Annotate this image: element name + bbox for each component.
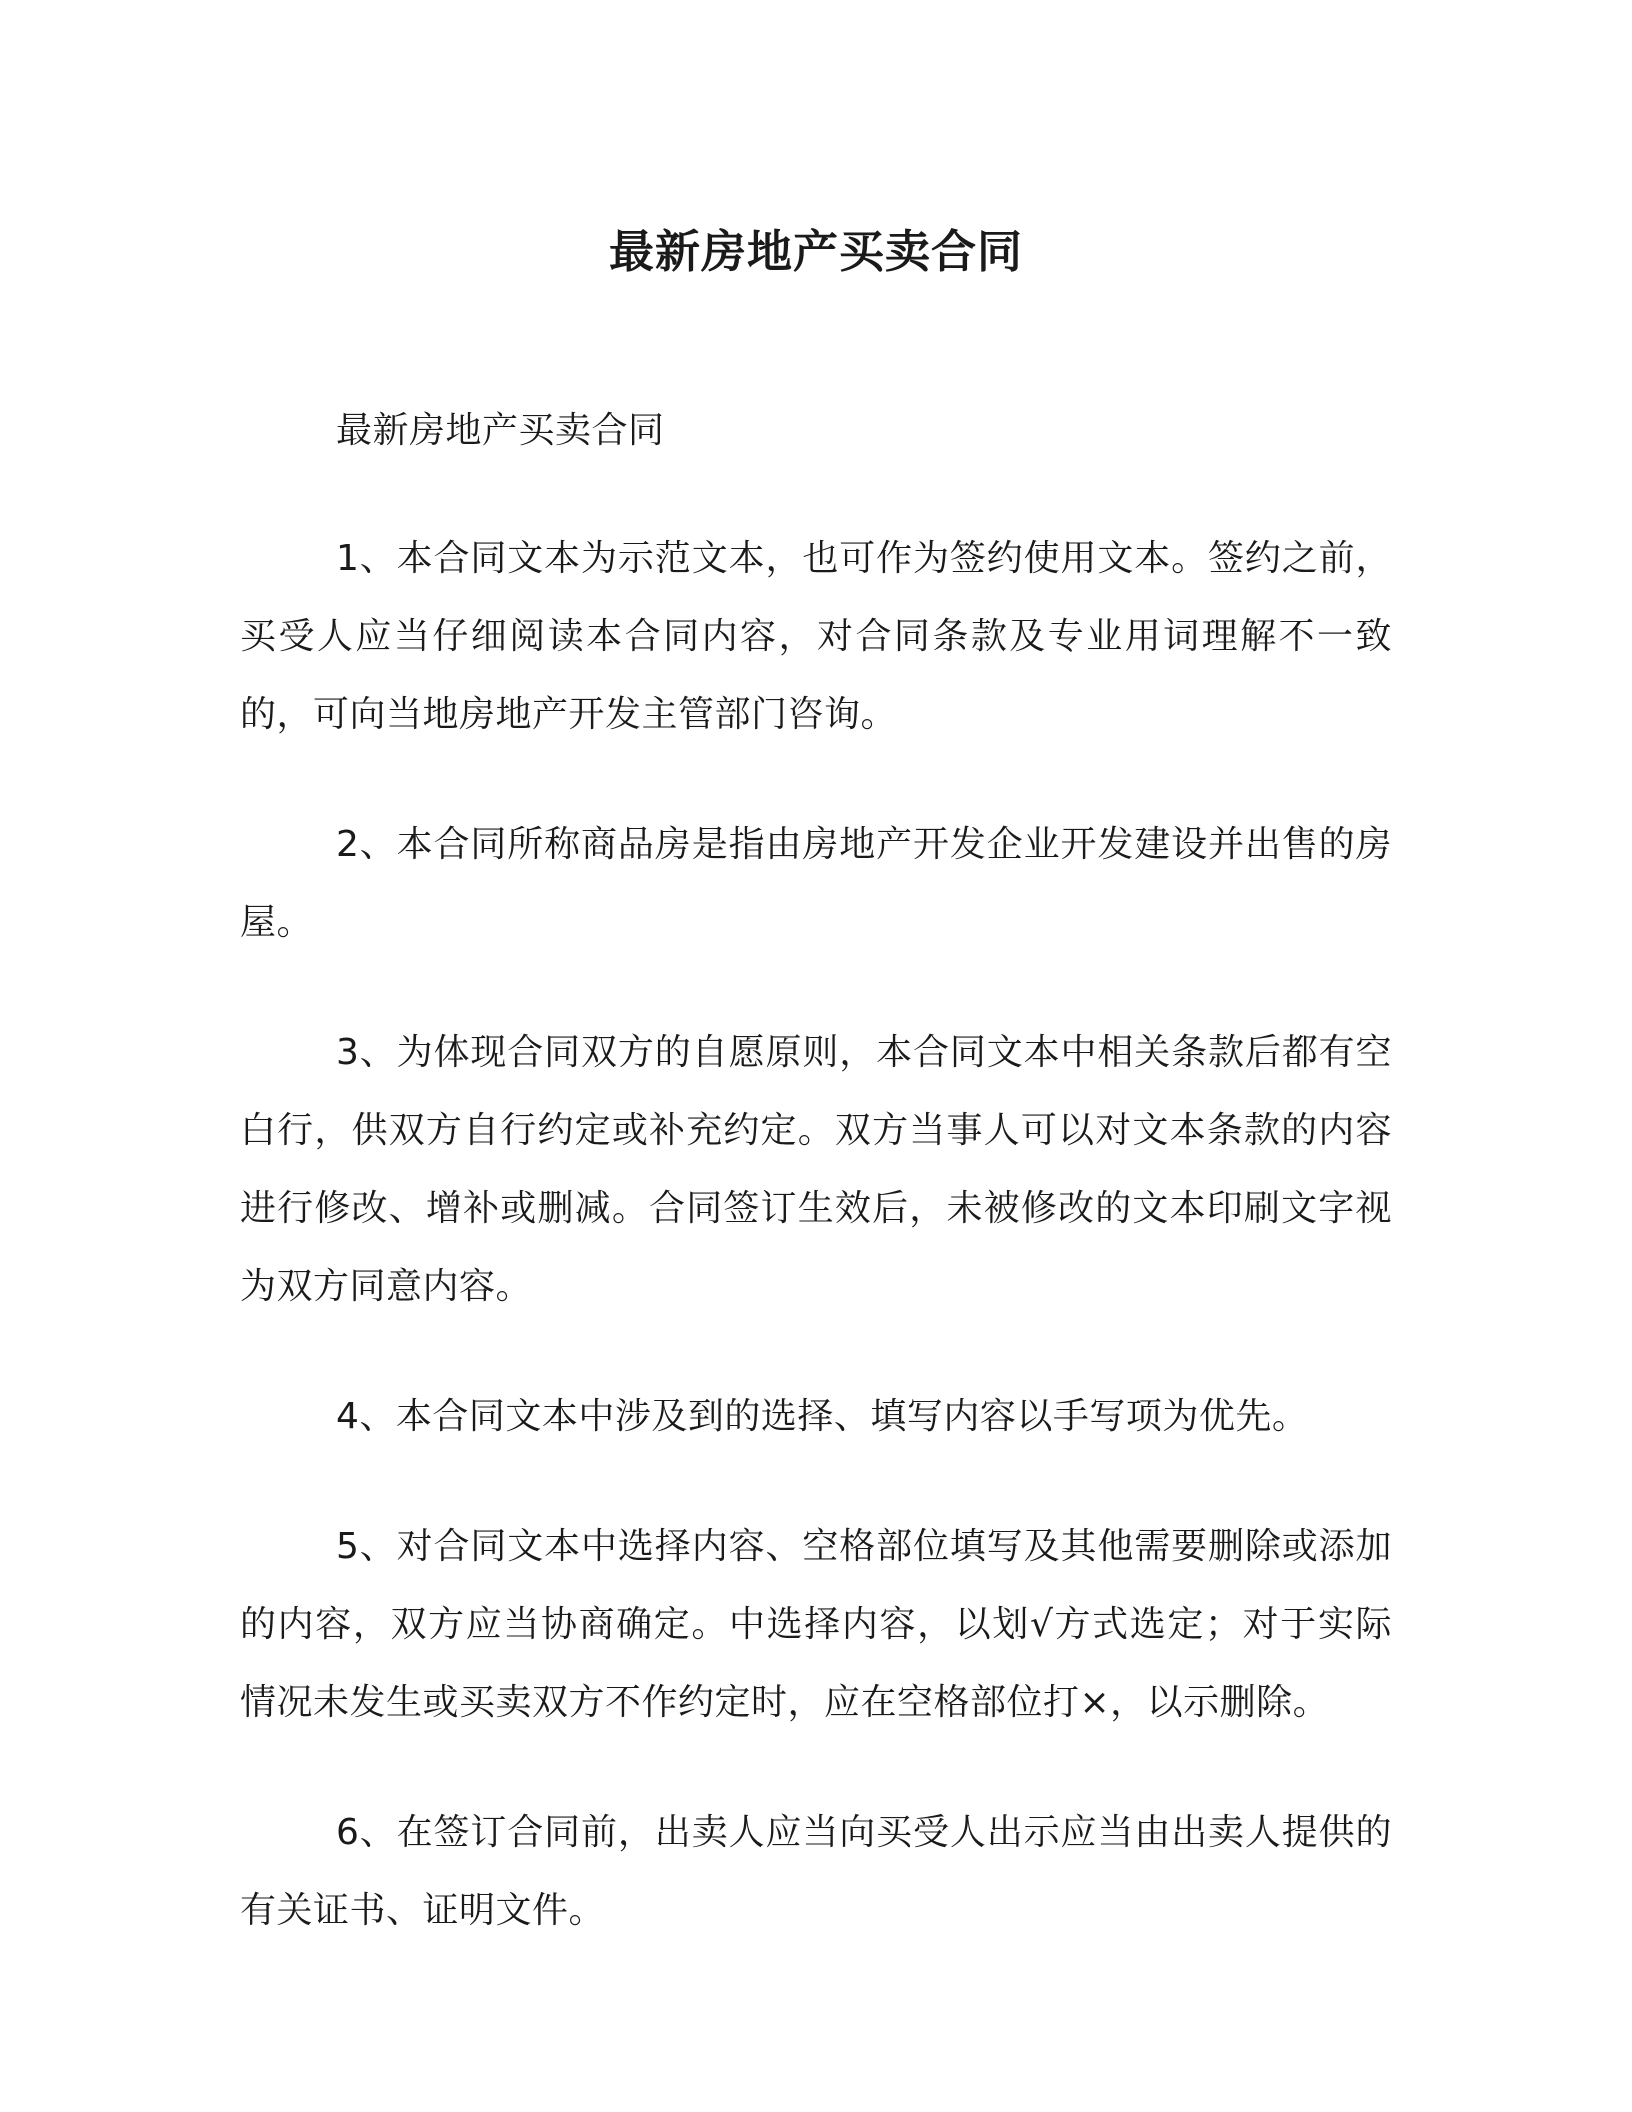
clause-3: 3、为体现合同双方的自愿原则，本合同文本中相关条款后都有空白行，供双方自行约定或补充约定。双方当事人可以对文本条款的内容进行修改、增补或删减。合同签订生效后，未被修改的文本印刷文字视为双方同意内容。 <box>240 1032 1392 1307</box>
document-subtitle: 最新房地产买卖合同 <box>336 410 665 451</box>
clause-4: 4、本合同文本中涉及到的选择、填写内容以手写项为优先。 <box>336 1396 1309 1437</box>
clause-2: 2、本合同所称商品房是指由房地产开发企业开发建设并出售的房屋。 <box>240 824 1392 943</box>
clause-6: 6、在签订合同前，出卖人应当向买受人出示应当由出卖人提供的有关证书、证明文件。 <box>240 1812 1392 1931</box>
clause-5: 5、对合同文本中选择内容、空格部位填写及其他需要删除或添加的内容，双方应当协商确定。中选择内容，以划√方式选定；对于实际情况未发生或买卖双方不作约定时，应在空格部位打×，以示删除。 <box>240 1526 1392 1723</box>
document-title: 最新房地产买卖合同 <box>608 225 1023 278</box>
clause-1: 1、本合同文本为示范文本，也可作为签约使用文本。签约之前，买受人应当仔细阅读本合同内容，对合同条款及专业用词理解不一致的，可向当地房地产开发主管部门咨询。 <box>240 538 1392 735</box>
document-body <box>240 392 1392 2002</box>
